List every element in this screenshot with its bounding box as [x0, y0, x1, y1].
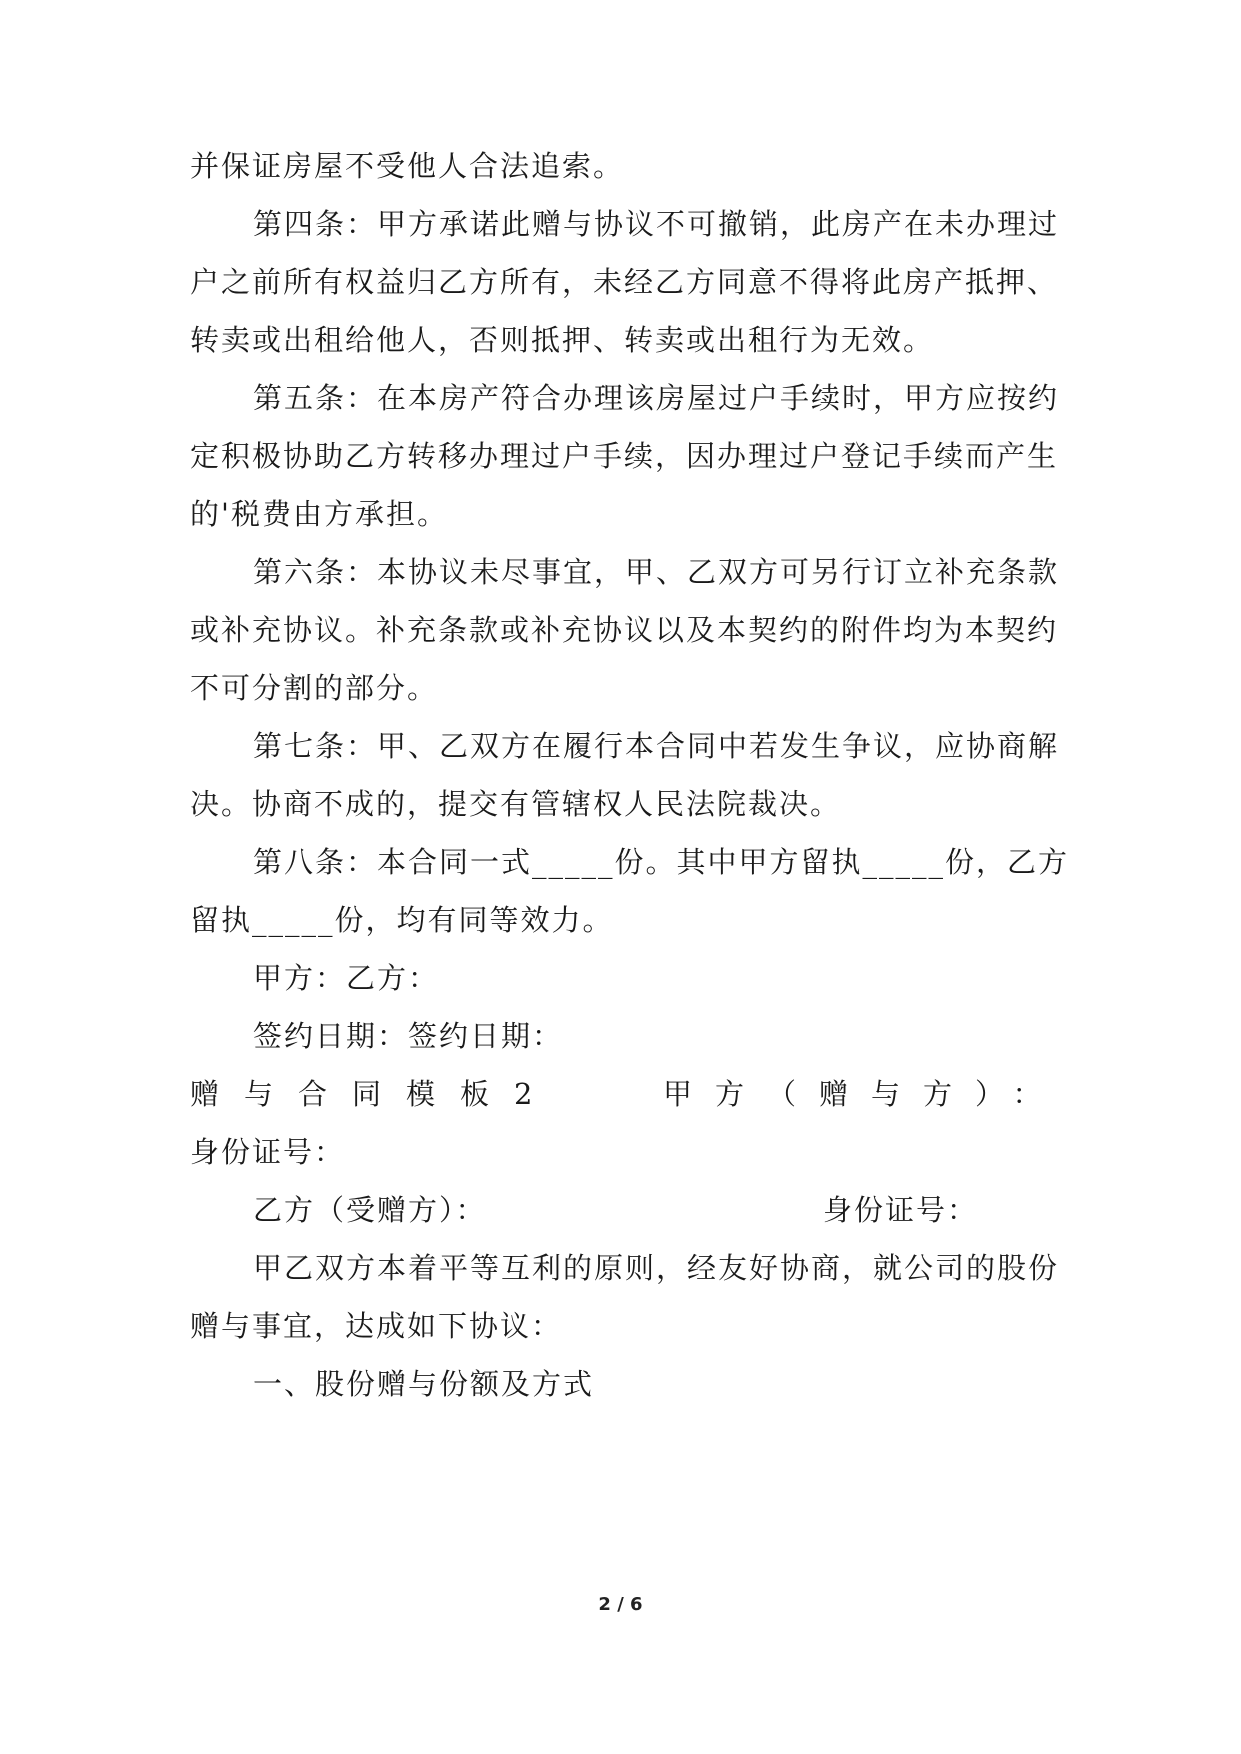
signing-date-line: 签约日期：签约日期： [253, 1019, 564, 1053]
party-signature-line: 甲方：乙方： [253, 961, 440, 995]
article-6-line: 第六条：本协议未尽事宜，甲、乙双方可另行订立补充条款 [253, 555, 1060, 589]
article-4-line: 第四条：甲方承诺此赠与协议不可撤销，此房产在未办理过 [253, 207, 1060, 241]
paragraph-line: 并保证房屋不受他人合法追索。 [190, 149, 625, 183]
id-number-label: 身份证号： [190, 1135, 346, 1169]
page-number: 2 / 6 [598, 1594, 643, 1615]
paragraph-line: 或补充协议。补充条款或补充协议以及本契约的附件均为本契约 [190, 613, 1059, 647]
paragraph-line: 定积极协助乙方转移办理过户手续，因办理过户登记手续而产生 [190, 439, 1059, 473]
id-number-label: 身份证号： [823, 1193, 979, 1227]
party-b-label: 乙方（受赠方）： [253, 1193, 487, 1227]
article-5-line: 第五条：在本房产符合办理该房屋过户手续时，甲方应按约 [253, 381, 1060, 415]
paragraph-line: 转卖或出租给他人，否则抵押、转卖或出租行为无效。 [190, 323, 935, 357]
paragraph-line: 决。协商不成的，提交有管辖权人民法院裁决。 [190, 787, 842, 821]
paragraph-line: 甲乙双方本着平等互利的原则，经友好协商，就公司的股份 [253, 1251, 1060, 1285]
paragraph-line: 不可分割的部分。 [190, 671, 439, 705]
section-heading: 一、股份赠与份额及方式 [253, 1367, 595, 1401]
party-a-label: 甲方（赠与方）： [663, 1077, 1065, 1111]
paragraph-line: 户之前所有权益归乙方所有，未经乙方同意不得将此房产抵押、 [190, 265, 1059, 299]
article-7-line: 第七条：甲、乙双方在履行本合同中若发生争议，应协商解 [253, 729, 1060, 763]
paragraph-line: 的'税费由方承担。 [190, 497, 448, 531]
paragraph-line: 留执_____份，均有同等效力。 [190, 903, 614, 937]
article-8-line: 第八条：本合同一式_____份。其中甲方留执_____份，乙方 [253, 845, 1070, 879]
paragraph-line: 赠与事宜，达成如下协议： [190, 1309, 563, 1343]
template-heading: 赠与合同模板2 [190, 1077, 558, 1111]
